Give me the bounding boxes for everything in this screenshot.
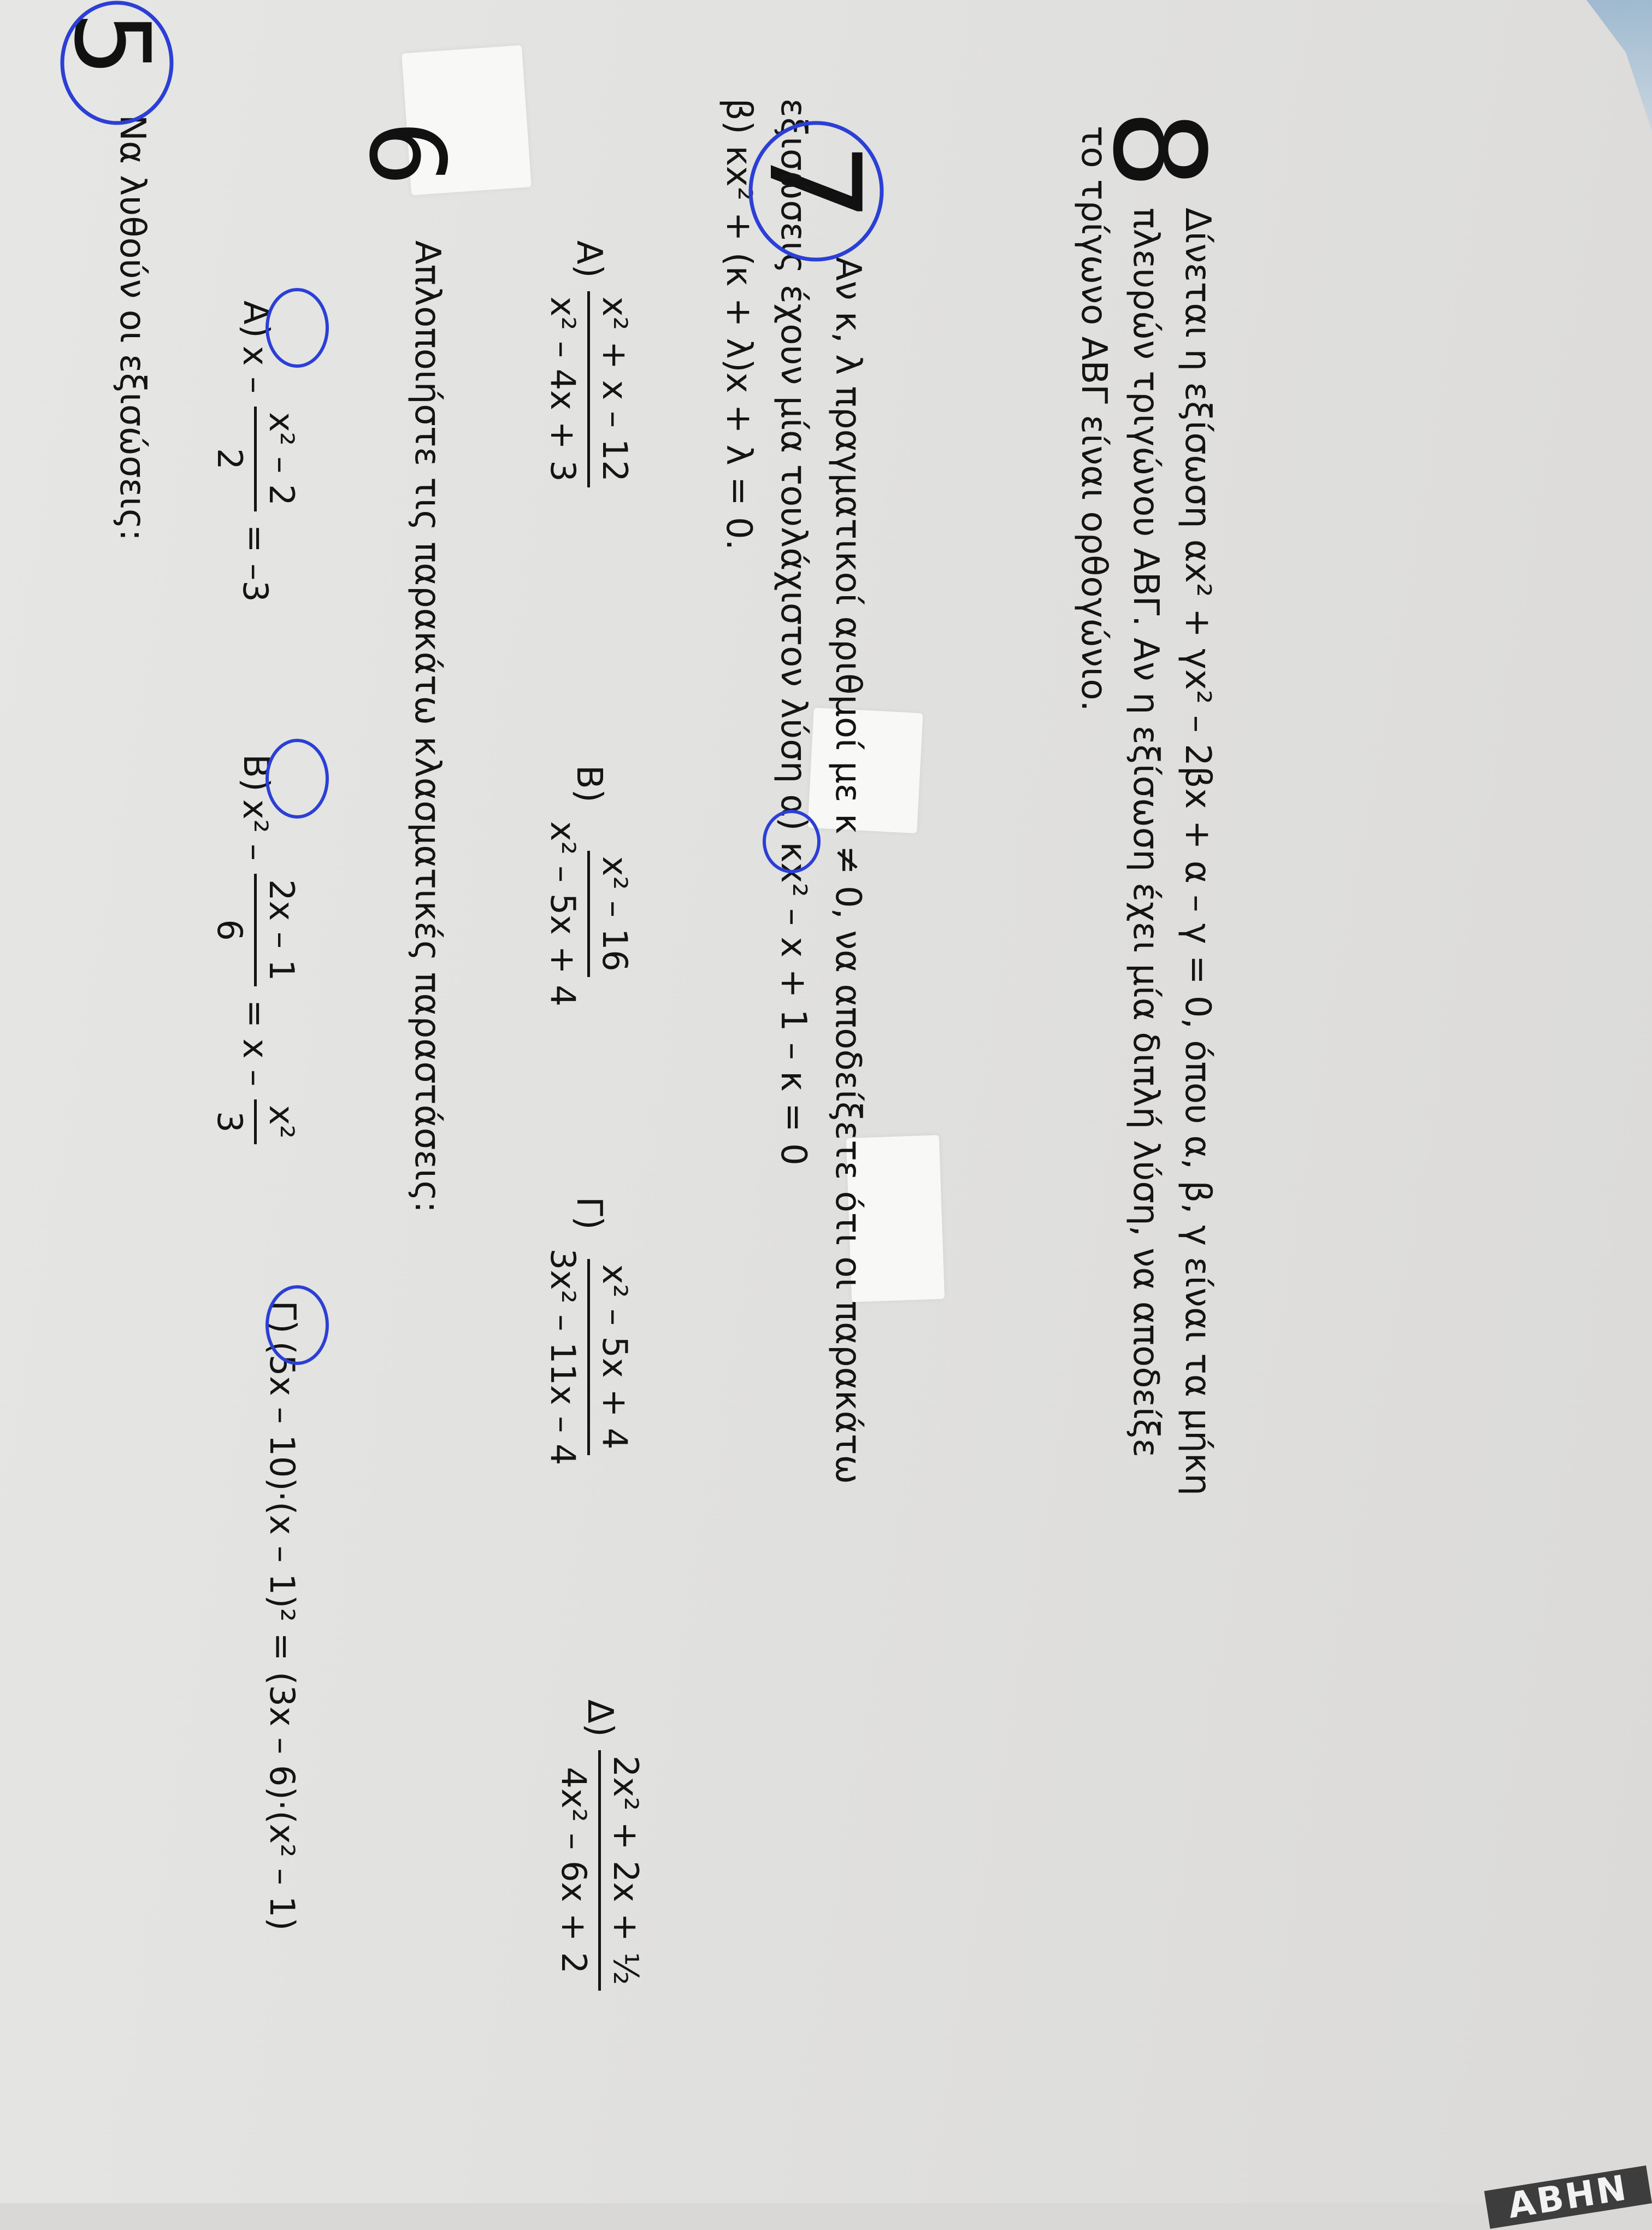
circle-mark-problem-5 <box>51 3 172 123</box>
fraction-numerator: 2x – 1 <box>255 874 303 986</box>
problem-8-line-2: πλευρών τριγώνου ΑΒΓ. Αν η εξίσωση έχει μία διπλή λύση, να αποδείξε <box>1125 208 1166 1458</box>
fraction-denominator: 4x² – 6x + 2 <box>554 1767 594 1974</box>
item-label: Β) <box>569 765 609 803</box>
fraction-denominator: 2 <box>210 448 250 470</box>
item-label: Δ) <box>580 1699 620 1737</box>
fraction-denominator: x² – 4x + 3 <box>543 296 583 482</box>
problem-7-equation-a: κx² – x + 1 – κ = 0 <box>773 842 813 1166</box>
item-label: Α) <box>235 301 276 338</box>
expression-lead: x – <box>235 345 276 394</box>
fraction-denominator: 6 <box>210 919 250 941</box>
item-label: Α) <box>569 240 609 278</box>
fraction-numerator: x² + x – 12 <box>588 291 636 487</box>
fraction-numerator: x² <box>255 1099 303 1144</box>
problem-7-line-3: β) κx² + (κ + λ)x + λ = 0. <box>718 98 759 550</box>
expression-lead: x² – <box>235 799 276 861</box>
problem-5-number: 5 <box>51 11 172 77</box>
fraction-numerator: x² – 2 <box>255 407 303 511</box>
problem-8-line-3: το τρίγωνο ΑΒΓ είναι ορθογώνιο. <box>1073 126 1114 711</box>
item-label: Γ) <box>569 1197 609 1230</box>
fraction-numerator: 2x² + 2x + ½ <box>599 1750 647 1991</box>
problem-6-number: 6 <box>346 120 467 186</box>
fraction-denominator: 3 <box>210 1111 250 1133</box>
item-label: Β) <box>235 754 276 792</box>
corner-label: ΑΒΗΝ <box>1484 2166 1652 2229</box>
expression: (5x – 10)·(x – 1)² = (3x – 6)·(x² – 1) <box>262 1341 303 1931</box>
problem-6-statement: Απλοποιήστε τις παρακάτω κλασματικές παραστάσεις: <box>407 240 447 1213</box>
fraction-denominator: x² – 5x + 4 <box>543 821 583 1007</box>
circle-mark-7a <box>764 811 819 872</box>
problem-8-line-1: Δίνεται η εξίσωση αx² + γx² – 2βx + α – γ = 0, όπου α, β, γ είναι τα μήκη <box>1177 208 1218 1496</box>
circle-mark-problem-7 <box>741 123 887 260</box>
fraction-numerator: x² – 16 <box>588 851 636 977</box>
expression-middle: = x – <box>235 999 276 1087</box>
item-label: Γ) <box>262 1301 303 1334</box>
circle-mark-5c <box>267 1287 327 1363</box>
problem-7-label-a: α) <box>773 794 813 831</box>
circle-mark-5b <box>267 740 327 817</box>
problem-7-number: 7 <box>741 142 887 222</box>
fraction-numerator: x² – 5x + 4 <box>588 1259 636 1455</box>
fraction-denominator: 3x² – 11x – 4 <box>543 1248 583 1466</box>
circle-mark-5a <box>267 290 327 366</box>
problem-8-number: 8 <box>1085 109 1231 190</box>
problem-5-statement: Να λυθούν οι εξισώσεις: <box>112 115 152 541</box>
expression-rest: = –3 <box>235 524 276 602</box>
problem-7-line-2-text: εξισώσεις έχουν μία τουλάχιστον λύση <box>773 98 813 784</box>
problem-7-line-1: Αν κ, λ πραγματικοί αριθμοί με κ ≠ 0, να αποδείξετε ότι οι παρακάτω <box>828 257 868 1484</box>
